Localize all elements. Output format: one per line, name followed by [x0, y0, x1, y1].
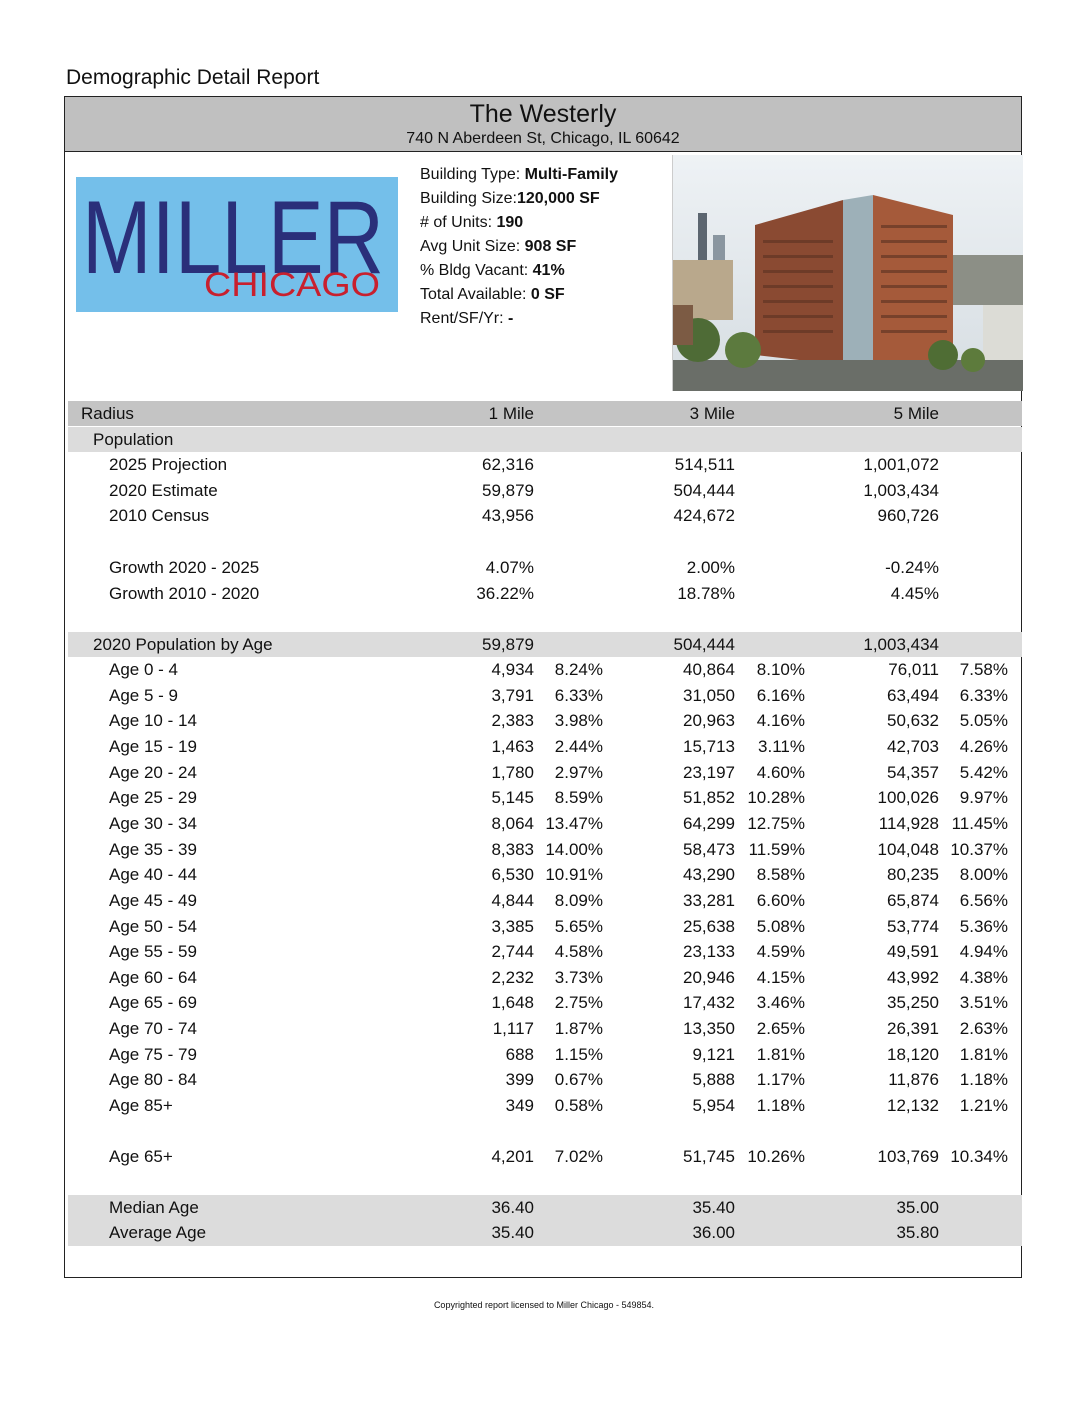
cell-value: 4.15% [756, 967, 805, 987]
row-label: Age 80 - 84 [109, 1070, 197, 1090]
property-address: 740 N Aberdeen St, Chicago, IL 60642 [406, 130, 680, 147]
table-row [68, 452, 1022, 477]
table-row [68, 914, 1022, 939]
cell-value: 9.97% [959, 788, 1008, 808]
building-details [420, 163, 618, 331]
cell-value: 4.59% [756, 942, 805, 962]
cell-value: 76,011 [888, 660, 939, 679]
cell-value: 2.75% [554, 993, 603, 1013]
cell-value: 8.09% [554, 890, 603, 910]
cell-value: 80,235 [887, 865, 939, 885]
cell-value: 8.58% [756, 865, 805, 885]
cell-value: 514,511 [674, 455, 735, 474]
building-detail-value: 0 SF [530, 286, 565, 303]
median-age-row [68, 1195, 1022, 1220]
row-label: 2020 Population by Age [93, 635, 273, 654]
table-row [68, 734, 1022, 759]
cell-value: 8.59% [554, 788, 603, 808]
cell-value: 5 Mile [893, 404, 939, 423]
cell-value: 11,876 [888, 1070, 939, 1090]
cell-value: 11.45% [951, 813, 1008, 833]
cell-value: 2,383 [491, 711, 534, 731]
cell-value: 5.36% [959, 916, 1008, 936]
cell-value: 2,232 [491, 967, 534, 987]
cell-value: 504,444 [673, 480, 735, 500]
cell-value: 5.65% [554, 916, 603, 936]
cell-value: -0.24% [885, 558, 939, 577]
row-label: Average Age [109, 1223, 207, 1242]
cell-value: 960,726 [877, 506, 939, 526]
average-age-row [68, 1220, 1022, 1245]
table-row [68, 478, 1022, 503]
cell-value: 33,281 [683, 890, 735, 910]
cell-value: 100,026 [877, 788, 939, 808]
building-detail-value: 41% [532, 262, 565, 279]
cell-value: 12,132 [887, 1096, 939, 1116]
cell-value: 1.15% [554, 1044, 603, 1064]
row-label: Growth 2020 - 2025 [109, 558, 260, 577]
cell-value: 2.44% [554, 736, 603, 756]
building-detail-value: 120,000 SF [516, 190, 600, 207]
cell-value: 4.94% [959, 942, 1008, 962]
cell-value: 2.63% [959, 1019, 1008, 1039]
cell-value: 8.00% [959, 865, 1008, 885]
table-row [68, 990, 1022, 1015]
cell-value: 35.80 [896, 1223, 939, 1242]
cell-value: 1.81% [959, 1044, 1008, 1064]
cell-value: 43,992 [887, 967, 939, 987]
cell-value: 6.56% [959, 890, 1008, 910]
row-label: Age 20 - 24 [109, 762, 197, 782]
cell-value: 7.02% [554, 1147, 603, 1166]
cell-value: 8,383 [491, 839, 534, 859]
cell-value: 10.37% [950, 839, 1008, 859]
cell-value: 5.05% [959, 711, 1008, 731]
cell-value: 5,954 [692, 1096, 735, 1116]
cell-value: 18.78% [677, 583, 735, 603]
cell-value: 40,864 [683, 660, 735, 679]
building-detail-label: # of Units: [420, 214, 497, 231]
cell-value: 8,064 [491, 813, 534, 833]
cell-value: 20,963 [683, 711, 735, 731]
row-label: 2010 Census [109, 506, 210, 526]
cell-value: 3,791 [491, 685, 534, 705]
cell-value: 12.75% [747, 813, 805, 833]
building-detail-line [420, 307, 618, 331]
row-label: Age 50 - 54 [109, 916, 197, 936]
building-detail-line [420, 187, 618, 211]
cell-value: 35,250 [887, 993, 939, 1013]
cell-value: 349 [505, 1096, 534, 1116]
cell-value: 103,769 [877, 1147, 939, 1166]
cell-value: 1,648 [491, 993, 534, 1013]
cell-value: 4,844 [491, 890, 534, 910]
building-detail-line [420, 235, 618, 259]
cell-value: 58,473 [683, 839, 735, 859]
cell-value: 59,879 [482, 480, 534, 500]
cell-value: 53,774 [887, 916, 939, 936]
table-row [68, 1093, 1022, 1118]
table-row [68, 939, 1022, 964]
row-label: Age 45 - 49 [109, 890, 197, 910]
cell-value: 6.60% [756, 890, 805, 910]
cell-value: 1.17% [756, 1070, 805, 1090]
cell-value: 23,133 [683, 942, 735, 962]
cell-value: 1,001,072 [863, 455, 939, 474]
population-section-header [68, 427, 1022, 452]
cell-value: 35.40 [692, 1198, 735, 1217]
cell-value: 424,672 [673, 506, 735, 526]
building-detail-value: 908 SF [524, 238, 577, 255]
cell-value: 1 Mile [488, 404, 534, 423]
cell-value: 64,299 [683, 813, 735, 833]
cell-value: 399 [505, 1070, 534, 1090]
building-detail-label: Building Type: [420, 166, 525, 183]
cell-value: 3.11% [758, 736, 805, 756]
table-row [68, 760, 1022, 785]
cell-value: 3,385 [491, 916, 534, 936]
building-detail-value: - [508, 310, 514, 327]
cell-value: 1.87% [554, 1019, 603, 1039]
cell-value: 9,121 [692, 1044, 735, 1064]
row-label: Age 30 - 34 [109, 813, 197, 833]
table-row [68, 708, 1022, 733]
cell-value: 36.22% [476, 583, 534, 603]
cell-value: 4.26% [959, 736, 1008, 756]
table-row [68, 888, 1022, 913]
cell-value: 2.65% [756, 1019, 805, 1039]
table-row [68, 683, 1022, 708]
cell-value: 17,432 [683, 993, 735, 1013]
cell-value: 35.00 [896, 1198, 939, 1217]
cell-value: 54,357 [887, 762, 939, 782]
cell-value: 1,117 [492, 1019, 534, 1039]
cell-value: 63,494 [887, 685, 939, 705]
cell-value: 51,745 [683, 1147, 735, 1166]
cell-value: 59,879 [482, 635, 534, 654]
cell-value: 0.67% [554, 1070, 603, 1090]
cell-value: 3 Mile [689, 404, 735, 423]
cell-value: 36.40 [491, 1198, 534, 1217]
cell-value: 5.08% [756, 916, 805, 936]
cell-value: 1,003,434 [863, 635, 939, 654]
property-name: The Westerly [469, 100, 617, 128]
cell-value: 5.42% [959, 762, 1008, 782]
table-row [68, 785, 1022, 810]
cell-value: 35.40 [491, 1223, 534, 1242]
cell-value: 6.33% [959, 685, 1008, 705]
row-label: 2025 Projection [109, 455, 228, 474]
cell-value: 10.28% [747, 788, 805, 808]
cell-value: 11.59% [748, 839, 805, 859]
miller-chicago-logo [76, 177, 398, 312]
cell-value: 1,780 [491, 762, 534, 782]
cell-value: 114,928 [878, 813, 939, 833]
table-row [68, 1016, 1022, 1041]
building-detail-label: % Bldg Vacant: [420, 262, 533, 279]
cell-value: 2.00% [686, 558, 735, 577]
report-title: Demographic Detail Report [66, 66, 320, 89]
cell-value: 2,744 [491, 942, 534, 962]
cell-value: 5,145 [491, 788, 534, 808]
cell-value: 4,934 [491, 660, 534, 679]
cell-value: 4,201 [491, 1147, 534, 1166]
cell-value: 4.58% [554, 942, 603, 962]
table-row [68, 657, 1022, 682]
logo-chicago-text: CHICAGO [204, 266, 380, 304]
cell-value: 1,463 [491, 736, 534, 756]
row-label: Age 65+ [109, 1147, 173, 1166]
building-detail-label: Rent/SF/Yr: [420, 310, 509, 327]
row-label: Population [93, 430, 174, 449]
cell-value: 3.46% [756, 993, 805, 1013]
cell-value: 4.07% [485, 558, 534, 577]
building-detail-value: Multi-Family [524, 166, 619, 183]
row-label: Age 15 - 19 [109, 736, 197, 756]
cell-value: 1.18% [959, 1070, 1008, 1090]
cell-value: 5,888 [692, 1070, 735, 1090]
table-row [68, 811, 1022, 836]
row-label: Age 55 - 59 [109, 942, 197, 962]
row-label: Age 10 - 14 [109, 711, 197, 731]
table-row [68, 503, 1022, 528]
building-detail-label: Avg Unit Size: [420, 238, 525, 255]
building-detail-label: Building Size: [420, 190, 517, 207]
building-detail-value: 190 [496, 214, 524, 231]
row-label: Age 25 - 29 [109, 788, 197, 808]
cell-value: 43,290 [683, 865, 735, 885]
row-label: Age 40 - 44 [109, 865, 197, 885]
age-65-plus-row [68, 1144, 1022, 1169]
cell-value: 7.58% [959, 660, 1008, 679]
cell-value: 6,530 [491, 865, 534, 885]
cell-value: 1.81% [756, 1044, 805, 1064]
cell-value: 36.00 [692, 1223, 735, 1242]
cell-value: 65,874 [887, 890, 939, 910]
cell-value: 51,852 [683, 788, 735, 808]
row-label: Age 35 - 39 [109, 839, 197, 859]
row-label: Age 60 - 64 [109, 967, 197, 987]
row-label: Age 5 - 9 [109, 685, 178, 705]
logo-miller-text: MILLER [82, 180, 384, 296]
building-detail-line [420, 163, 618, 187]
row-label: 2020 Estimate [109, 480, 218, 500]
cell-value: 3.73% [554, 967, 603, 987]
cell-value: 18,120 [887, 1044, 939, 1064]
row-label: Age 75 - 79 [109, 1044, 197, 1064]
table-row [68, 581, 1022, 606]
table-row [68, 1042, 1022, 1067]
table-row [68, 965, 1022, 990]
cell-value: 104,048 [877, 839, 939, 859]
cell-value: 42,703 [887, 736, 939, 756]
cell-value: 6.33% [554, 685, 603, 705]
cell-value: 1.21% [959, 1096, 1008, 1116]
cell-value: 25,638 [683, 916, 735, 936]
cell-value: 23,197 [683, 762, 735, 782]
table-row [68, 1067, 1022, 1092]
cell-value: 6.16% [756, 685, 805, 705]
copyright-footer: Copyrighted report licensed to Miller Chicago - 549854. [433, 1300, 655, 1310]
cell-value: 13,350 [683, 1019, 735, 1039]
cell-value: 26,391 [887, 1019, 939, 1039]
row-label: Radius [81, 404, 134, 423]
cell-value: 49,591 [887, 942, 939, 962]
building-photo [672, 155, 1023, 391]
cell-value: 62,316 [482, 455, 534, 474]
row-label: Median Age [109, 1198, 199, 1217]
building-detail-label: Total Available: [420, 286, 531, 303]
cell-value: 4.60% [756, 762, 805, 782]
cell-value: 2.97% [554, 762, 603, 782]
row-label: Age 70 - 74 [109, 1019, 197, 1039]
property-header [64, 96, 1022, 152]
cell-value: 8.10% [756, 660, 805, 679]
cell-value: 15,713 [683, 736, 735, 756]
cell-value: 43,956 [482, 506, 534, 526]
table-row [68, 555, 1022, 580]
building-detail-line [420, 211, 618, 235]
row-label: Age 0 - 4 [109, 660, 178, 679]
table-row [68, 837, 1022, 862]
cell-value: 8.24% [554, 660, 603, 679]
row-label: Age 65 - 69 [109, 993, 197, 1013]
cell-value: 1.18% [756, 1096, 805, 1116]
cell-value: 14.00% [545, 839, 603, 859]
radius-header-row [68, 401, 1022, 426]
cell-value: 4.38% [959, 967, 1008, 987]
cell-value: 0.58% [554, 1096, 603, 1116]
row-label: Age 85+ [109, 1096, 173, 1116]
cell-value: 20,946 [683, 967, 735, 987]
cell-value: 50,632 [887, 711, 939, 731]
building-detail-line [420, 283, 618, 307]
cell-value: 13.47% [545, 813, 603, 833]
cell-value: 4.16% [756, 711, 805, 731]
cell-value: 31,050 [683, 685, 735, 705]
cell-value: 3.51% [959, 993, 1008, 1013]
cell-value: 10.26% [747, 1147, 805, 1166]
cell-value: 10.91% [545, 865, 603, 885]
cell-value: 688 [505, 1044, 534, 1064]
age-section-header [68, 632, 1022, 657]
cell-value: 1,003,434 [863, 480, 939, 500]
table-row [68, 862, 1022, 887]
cell-value: 10.34% [950, 1147, 1008, 1166]
cell-value: 4.45% [890, 583, 939, 603]
cell-value: 3.98% [554, 711, 603, 731]
building-detail-line [420, 259, 618, 283]
row-label: Growth 2010 - 2020 [109, 583, 260, 603]
cell-value: 504,444 [673, 635, 735, 654]
